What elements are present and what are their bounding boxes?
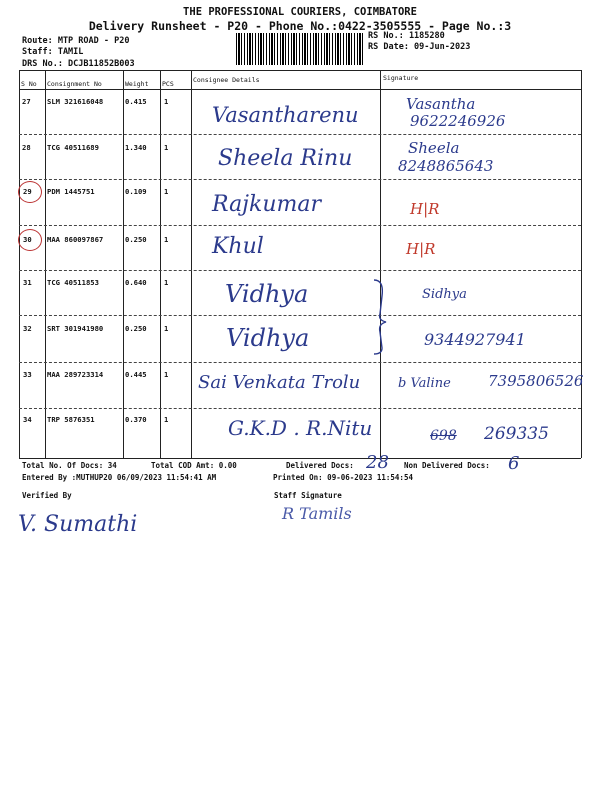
col-pcs: PCS	[162, 80, 174, 88]
row-consignment: TCG 40511853	[47, 278, 99, 287]
row-weight: 1.340	[125, 143, 147, 152]
col-divider	[160, 70, 161, 458]
row-weight: 0.640	[125, 278, 147, 287]
header-divider	[19, 89, 581, 90]
drs-label: DRS No.: DCJB11852B003	[22, 59, 135, 69]
consignee-handwriting: Sheela Rinu	[218, 146, 353, 171]
row-pcs: 1	[164, 235, 169, 244]
row-pcs: 1	[164, 370, 169, 379]
consignee-handwriting: Vasantharenu	[212, 103, 359, 127]
consignee-handwriting: Sai Venkata Trolu	[198, 372, 361, 393]
runsheet-subtitle: Delivery Runsheet - P20 - Phone No.:0422-3505555 - Page No.:3	[88, 19, 512, 33]
row-separator	[19, 134, 581, 135]
hold-return-mark: H|R	[410, 200, 440, 218]
consignee-handwriting: Vidhya	[225, 280, 309, 308]
row-weight: 0.250	[125, 324, 147, 333]
row-pcs: 1	[164, 143, 169, 152]
col-consignment: Consignment No	[47, 80, 102, 88]
col-divider	[45, 70, 46, 458]
rs-number: RS No.: 1185280	[368, 31, 445, 41]
consignee-handwriting: G.K.D . R.Nitu	[228, 416, 373, 440]
entered-by: Entered By :MUTHUP20 06/09/2023 11:54:41 AM	[22, 473, 217, 482]
row-pcs: 1	[164, 278, 169, 287]
row-sno: 32	[23, 324, 32, 333]
struck-handwriting: 698	[430, 428, 457, 444]
staff-label: Staff: TAMIL	[22, 47, 84, 57]
row-sno: 33	[23, 370, 32, 379]
row-consignment: SRT 301941980	[47, 324, 104, 333]
row-separator	[19, 362, 581, 363]
phone-handwriting: 8248865643	[398, 157, 494, 175]
verified-signature: V. Sumathi	[18, 512, 138, 537]
row-separator	[19, 270, 581, 271]
verified-by-label: Verified By	[22, 491, 72, 500]
row-separator	[19, 225, 581, 226]
row-consignment: MAA 289723314	[47, 370, 104, 379]
delivered-docs-label: Delivered Docs:	[286, 461, 354, 470]
row-weight: 0.109	[125, 187, 147, 196]
signature-handwriting: Sheela	[408, 139, 460, 157]
printed-on: Printed On: 09-06-2023 11:54:54	[273, 473, 413, 482]
table-border-right	[581, 70, 582, 458]
row-pcs: 1	[164, 324, 169, 333]
route-label: Route: MTP ROAD - P20	[22, 36, 130, 46]
phone-handwriting: 9622246926	[410, 112, 506, 130]
staff-signature-label: Staff Signature	[274, 491, 342, 500]
col-weight: Weight	[125, 80, 149, 88]
non-delivered-value: 6	[508, 453, 520, 474]
table-bottom	[19, 458, 581, 459]
row-sno: 28	[22, 143, 31, 152]
hold-return-mark: H|R	[406, 240, 436, 258]
row-separator	[19, 408, 581, 409]
row-sno: 34	[23, 415, 32, 424]
company-title: THE PROFESSIONAL COURIERS, COIMBATORE	[183, 6, 417, 18]
consignee-handwriting: Rajkumar	[212, 192, 322, 217]
phone-handwriting: 269335	[484, 424, 549, 444]
rs-date: RS Date: 09-Jun-2023	[368, 42, 471, 52]
row-consignment: TRP 5876351	[47, 415, 95, 424]
row-pcs: 1	[164, 187, 169, 196]
phone-handwriting: 9344927941	[424, 330, 526, 349]
col-divider	[123, 70, 124, 458]
row-separator	[19, 179, 581, 180]
row-weight: 0.445	[125, 370, 147, 379]
col-divider	[380, 70, 381, 458]
barcode	[236, 33, 364, 65]
row-consignment: PDM 1445751	[47, 187, 95, 196]
signature-handwriting: b Valine	[398, 376, 451, 391]
row-sno: 31	[23, 278, 32, 287]
total-cod: Total COD Amt: 0.00	[151, 461, 237, 470]
row-pcs: 1	[164, 415, 169, 424]
row-consignment: MAA 860097867	[47, 235, 104, 244]
row-consignment: TCG 40511689	[47, 143, 99, 152]
row-consignment: SLM 321616048	[47, 97, 104, 106]
consignee-handwriting: Khul	[212, 234, 264, 259]
non-delivered-label: Non Delivered Docs:	[404, 461, 490, 470]
staff-signature: R Tamils	[282, 504, 352, 523]
row-weight: 0.370	[125, 415, 147, 424]
row-sno: 30	[23, 235, 32, 244]
table-border-left	[19, 70, 20, 458]
row-sno: 27	[22, 97, 31, 106]
col-signature: Signature	[383, 74, 419, 82]
row-pcs: 1	[164, 97, 169, 106]
col-consignee: Consignee Details	[193, 76, 260, 84]
phone-handwriting: 7395806526	[488, 372, 584, 390]
row-weight: 0.250	[125, 235, 147, 244]
total-docs: Total No. Of Docs: 34	[22, 461, 117, 470]
consignee-handwriting: Vidhya	[226, 324, 310, 352]
row-sno: 29	[23, 187, 32, 196]
row-separator	[19, 315, 581, 316]
row-weight: 0.415	[125, 97, 147, 106]
signature-handwriting: Vasantha	[406, 95, 476, 113]
signature-handwriting: Sidhya	[422, 287, 467, 302]
delivered-docs-value: 28	[366, 452, 389, 473]
col-divider	[191, 70, 192, 458]
col-sno: S No	[21, 80, 37, 88]
brace-mark	[370, 276, 392, 356]
